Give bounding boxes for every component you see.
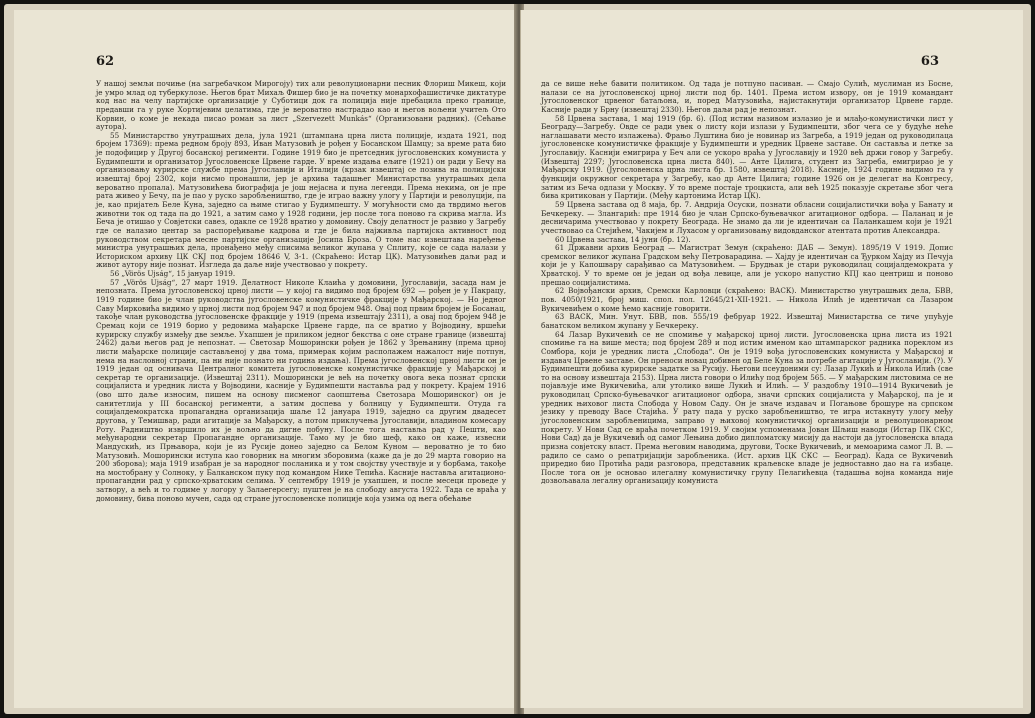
page-number-right: 63 <box>920 54 939 69</box>
left-page <box>14 10 518 708</box>
footnote-64: 64 Лазар Вукичевић се не спомиње у мађарској црној листи. Југословенска црна листа из 1921 спомиње га на више места; под бројем 289 и под истим именом као штампарског радника пореклом из Сомбора, који је уредник листа „Слобода“. Он је 1919 вођа југословенских комуниста у Мађарској и издавач Црвене заставе. Он преноси новац добивен од Беле Куна за потребе агитације у Југославији. (?). У Будимпешти добива курирске задатке за Русију. Његови псеудоними су: Лазар Лукић и Никола Илић (све то на основу извештаја 2153). Црна листа говори о Илићу под бројем 565. — У мађарским листовима се не појављује име Вукичевића, али утолико више Лукић и Илић. — У раздобљу 1910—1914 Вукичевић је руководилац Српско-буњевачког агитационог одбора, значи српских социјалиста у Мађарској, па је и уредник њиховог листа Слобода у Новом Саду. Он је значе издавач и Погањове брошуре на српском језику у преводу Васе Стајића. У рату пада у руско заробљеништво, те игра истакнуту улогу међу југословенским заробљеницима, заправо у њиховој комунистичкој организацији и револуционарном покрету. У Нови Сад се враћа почетком 1919. У својим успоменама Јован Шљиш наводи (Истар ПК СКС, Нови Сад) да је Вукичевић од самог Лењина добио дипломатску мисију да настоји да југословенска влада призна совјетску власт. Према његовим наводима, другови, Тоске Вукичевић, и мемоарима самог Л. В. — радило се само о репатријацији заробљеника. (Ист. архив ЦК СКС — Београд). Када се Вукичевић приредио био Протића ради разговора, представник краљевске владе је једноставно дао на га избаце. После тога он је основао илегалну комунистичку групу Пелагићевца (тадашња војна команда није дозвољавала легалну организацију комуниста <box>541 329 953 486</box>
book-spread <box>4 4 1031 714</box>
footnote-57: 57 „Vörös Ujság“, 27 март 1919. Делатност Николе Клаића у домовини, Југославији, засада нам је непозната. Према југословенској црној листи — у којој га видимо под бројем 692 — рођен је у Пакрацу, 1919 године био је члан руководства југословенске комунистичке фракције у Мађарској. — Но једног Саву Мирковића видимо у црној листи под бројем 947 и под бројем 948. Овај под првим бројем је Босанац, такође члан руководства југословенске фракције у 1919 (према извештају 2311), а овај под бројем 948 је Сремац који се 1919 борио у редовима мађарске Црвене гарде, па се вратио у Војводину, вршећи курирску службу између две земље. Ухапшен је приликом једног бекства с оне стране границе (извештај 2462) даљи његов рад је непознат. — Светозар Мошорински рођен је 1862 у Зрењанину (према црној листи мађарске полиције састављеној у два тома, примерак којим располажем нажалост није потпун, нема на насловној страни, па ни није познато ни година издања). Према југословенској црној листи он је 1919 један од оснивача Централног комитета југословенске комунистичке фракције у Мађарској и секретар те организације. (Извештај 2311). Мошорински је већ на почетку овога века познат српски социјалиста и уредник листа у Војводини, касније у Будимпешти наставља рад у покрету. Крајем 1916 (ово што даље износим, пишем на основу писменог саопштења Светозара Мошоринског) он је санитетлија у III босанској регименти, а затим доспева у болницу у Будимпешти. Отуда га социјалдемократска пропагандна организација шаље 12 јануара 1919, заједно са другим двадесет другова, у Темишвар, ради агитације за Мађарску, а потом приклучења Југославији, владином комесару Роту. Радништво извршило их је вољно да дигне побуну. После тога наставља рад у Пешти, као међународни секретар Пропагандне организације. Тамо му је био шеф, како он каже, извесни Мандускић, из Прњавора, који је из Русије донео заједно са Белом Куном — вероватно је то био Матузовић. Мошорински иступа као говорник на многим зборовима (каже да је до 29 марта говорио на 200 зборова); маја 1919 изабран је за народног посланика и у том својству учествује и у борбама, такође на мостобрану у Солноку, у Балканском пуку под командом Нике Тепића. Касније наставља агитационо-пропагандни рад у српско-хрватским селима. У септембру 1919 је ухапшен, и после месеци проведе у затвору, а већ и то годиме у логору у Залаегерсегу; пуштен је на слободу августа 1922. Тада се враћа у домовину, бива поново мучен, сада од стране југословенске полиције која узима од њега обећање <box>96 277 506 503</box>
footnote-58: 58 Црвена застава, 1 мај 1919 (бр. 6). (Под истим називом излазио је и млађо-комунистички лист у Београду—Загребу. Овде се ради увек о листу који излази у Будимпешти, због чега се у будуће неће наглашавати место излажења). Фрањо Луштина био је новинар из Загреба, а 1919 један од руководилаца југословенске комунистичке фракције у Будимпешти и уредник Црвене заставе. Он саставља и летке за Југославију. Каснији емигрира у Беч али се ускоро враћа у Југославију и 1920 већ држи говор у Загребу. (Извештај 2297; Југословенска црна листа 840). — Анте Цилига, студент из Загреба, емигрирао је у Мађарску 1919. (Југословенска црна листа бр. 1580, извештај 2018). Касније, 1924 године видимо га у функцији окружног секретара у Загребу, као др Анте Цилига; године 1926 он је делегат на Конгресу, затим из Беча одлази у Москву. У то време постаје троцкиста, али већ 1925 показује скретање због чега бива критикован у Партији. (Међу картонима Истар ЦК). <box>541 113 953 201</box>
footnote-62: 62 Војвођански архив, Сремски Карловци (скраћено: ВАСК). Министарство унутрашњих дела, БВВ, пов. 4050/1921, број миш. спол. пол. 12645/21-XII-1921. — Никола Илић је идентичан са Лазаром Вукичевићем о коме ћемо касније говорити. <box>541 286 953 313</box>
paragraph: да се више неће бавити политиком. Од тада је потпуно пасиван. — Смајо Сулић, муслиман из Босне, налази се на југословенској црној листи под бр. 1401. Према истом извору, он је 1919 командант Југословенског црвеног батаљона, и, поред Матузовића, најистакнутији организатор Црвене гарде. Касније ради у Брну (извештај 2330). Његов даљи рад је непознат. <box>541 79 953 114</box>
paragraph: У нашој земљи почиње (на загребачком Мирогоју) тих али револуционарни песник Флориш Микеш, који је умро млад од туберкулозе. Његов брат Михаљ Фишер био је на почетку монархофашистичке диктатуре код нас на челу партијске организације у Суботици док га полиција није пребацила преко границе, предавши га у руке Хортијевим џелатима, где је вероватно настрадао као и његов вољени учитељ Ото Корвин, о коме је некада писао роман за лист „Szervezett Munkás“ (Организовани радник). (Сећање аутора). <box>96 79 506 132</box>
page-number-left: 62 <box>96 54 115 69</box>
footnote-55: 55 Министарство унутрашњих дела, јула 1921 (штампана црна листа полиције, издата 1921, под бројем 17369): према редном броју 893, Иван Матузовић је рођен у Босанском Шамцу; за време рата био је подофицир у Другој босанској регименти. Године 1919 био је претседник југословенских комуниста у Будимпешти и организатор Југословенске Црвене гарде. У време издања ељиге (1921) он ради у Бечу на организовању курирске службе према Југославији и Италији (крзак извештај се позива на полицијски извештај број 2302, који нисмо пронашли, јер је архива тадашњег Министарства унутрашњих дела вероватно пропала). Матузовићева биографија је још нејасна и пуна легенди. Према некима, он је пре рата живео у Бечу, па је пао у руско заробљеништво, где је играо важну улогу у Партији и револуцији, па је, као пријатељ Беле Куна, заједно са њиме стигао у Будимпешту. У могућности смо да тврдимо његов животни ток од тада па до 1921, а затим само у 1928 години, јер после тога поново га скрива магла. Из Беча је отишао у Совјетски савез, одакле се 1928 вратио у домовину. Своју делатност је развио у Загребу где се налазио центар за распоређивање кадрова и где је била најживља партијска активност под руководством секретара месне партијске организације Јосипа Броза. О томе нас извештава наређење министра унутрашњих дела, пронађено међу списима великог жупана у Сплиту, које се сада налази у Историском архиву ЦК СКЈ под бројем 18646 V, 3-1. (Скраћено: Истар ЦК). Матузовићев даљи рад и живот аутору није познат. Изгледа да даље није учествовао у покрету. <box>96 130 506 270</box>
footnote-59: 59 Црвена застава од 8 маја, бр. 7. Андрија Осуски, познати обласни социјалистички вођа у Банату и Бечкереку. — Злангарић: пре 1914 био је члан Српско-буњевачког агитационог одбора. — Паланац и је десничарима учествовао у покрету Београда. Не знамо да ли је идентичан са Паланкашем који је 1921 учествовао са Стејићем, Чакијем и Лухасом у организовању видовданског атентата против Александра. <box>541 199 953 235</box>
left-page-text <box>96 80 506 700</box>
footnote-60: 60 Црвена застава, 14 јуни (бр. 12). <box>555 234 691 244</box>
right-page <box>520 10 1023 708</box>
footnote-56: 56 „Vörös Ujság“, 15 јануар 1919. <box>110 269 236 279</box>
footnote-61: 61 Државни архив Београд — Магистрат Земун (скраћено: ДАБ — Земун). 1895/19 V 1919. Допис сремског великог жупана Градском већу Петроварадина. — Хајду је идентичан са Ђурком Хајду из Печуја који је у Капошвару сарађивао са Матузовићем. — Брудњак је стари руководилац социјалдемократа у Хрватској. У то време он је један од вођа левице, али је ускоро напустио КПЈ као центриш и поново прешао социјалистима. <box>541 243 953 287</box>
footnote-63: 63 ВАСК, Мин. Унут. БВВ, пов. 555/19 фебруар 1922. Извештај Министарства се тиче упућује банатском великом жупану у Бечкереку. <box>541 312 953 330</box>
right-page-text <box>541 80 953 700</box>
